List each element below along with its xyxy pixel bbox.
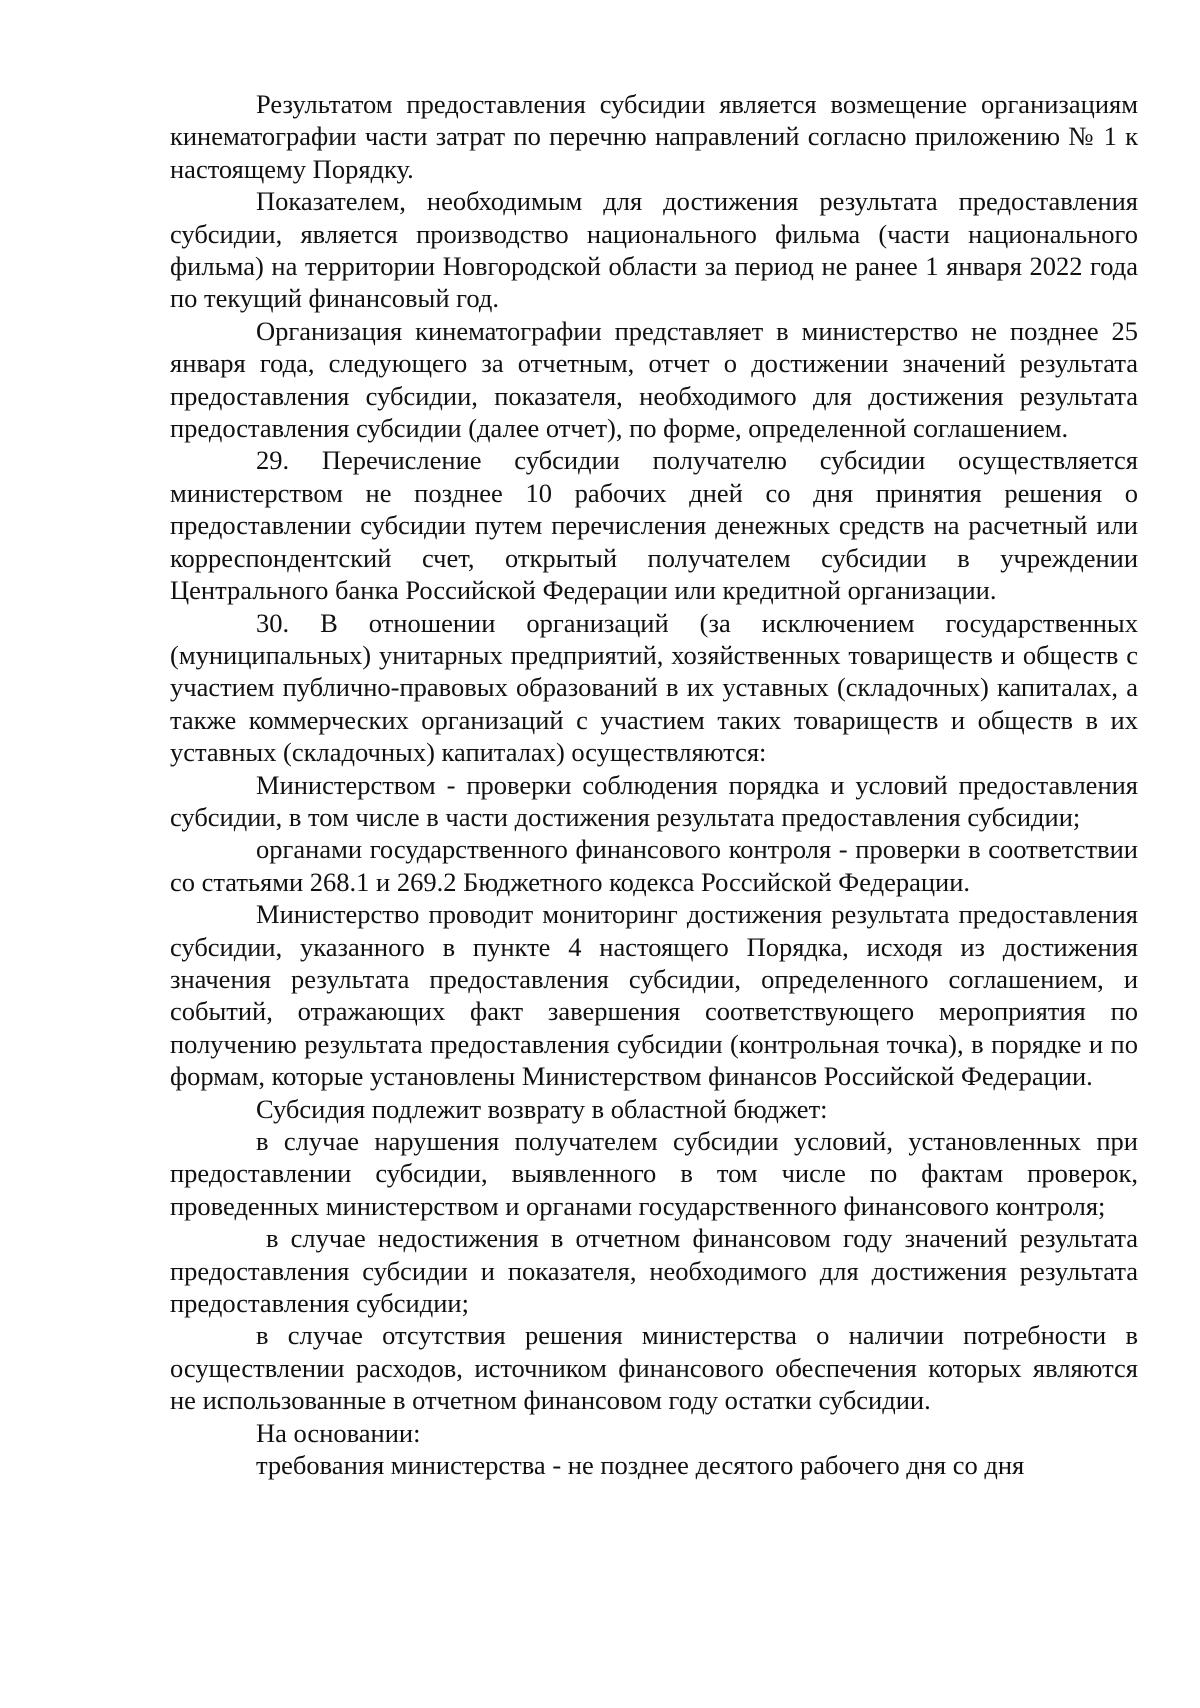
paragraph-refund-no-decision: в случае отсутствия решения министерства о наличии потребности в осуществлении расходов, источником финансового обеспечения которых являются не использованные в отчетном финансовом году остатки субсидии. <box>170 1320 1138 1416</box>
paragraph-item-30: 30. В отношении организаций (за исключением государственных (муниципальных) унитарных предприятий, хозяйственных товариществ и обществ с участием публично-правовых образований в их уставных (складочных) капиталах, а также коммерческих организаций с участием таких товариществ и обществ в их уставных (складочных) капиталах) осуществляются: <box>170 607 1138 768</box>
paragraph-item-29: 29. Перечисление субсидии получателю субсидии осуществляется министерством не позднее 10 рабочих дней со дня принятия решения о предоставлении субсидии путем перечисления денежных средств на расчетный или корреспондентский счет, открытый получателем субсидии в учреждении Центрального банка Российской Федерации или кредитной организации. <box>170 445 1138 606</box>
paragraph-refund-violation: в случае нарушения получателем субсидии условий, установленных при предоставлении субсидии, выявленного в том числе по фактам проверок, проведенных министерством и органами государственного финансового контроля; <box>170 1126 1138 1221</box>
paragraph-ministry-checks: Министерством - проверки соблюдения порядка и условий предоставления субсидии, в том числе в части достижения результата предоставления субсидии; <box>170 769 1138 832</box>
paragraph-report: Организация кинематографии представляет в министерство не позднее 25 января года, следующего за отчетным, отчет о достижении значений результата предоставления субсидии, показателя, необходимого для достижения результата предоставления субсидии (далее отчет), по форме, определенной соглашением. <box>170 315 1138 444</box>
paragraph-indicator: Показателем, необходимым для достижения результата предоставления субсидии, является производство национального фильма (части национального фильма) на территории Новгородской области за период не ранее 1 января 2022 года по текущий финансовый год. <box>170 186 1138 314</box>
paragraph-result: Результатом предоставления субсидии является возмещение организациям кинематографии части затрат по перечню направлений согласно приложению № 1 к настоящему Порядку. <box>170 89 1138 184</box>
paragraph-monitoring: Министерство проводит мониторинг достижения результата предоставления субсидии, указанного в пункте 4 настоящего Порядка, исходя из достижения значения результата предоставления субсидии, определенного соглашением, и событий, отражающих факт завершения соответствующего мероприятия по получению результата предоставления субсидии (контрольная точка), в порядке и по формам, которые установлены Министерством финансов Российской Федерации. <box>170 899 1138 1092</box>
paragraph-basis-heading: На основании: <box>256 1417 421 1448</box>
document-page <box>170 88 1138 1481</box>
paragraph-basis-requirement: требования министерства - не позднее десятого рабочего дня со дня <box>256 1450 1025 1481</box>
paragraph-refund-underachievement: в случае недостижения в отчетном финансовом году значений результата предоставления субсидии и показателя, необходимого для достижения результата предоставления субсидии; <box>170 1223 1138 1319</box>
paragraph-refund-heading: Субсидия подлежит возврату в областной бюджет: <box>256 1093 828 1124</box>
paragraph-financial-control: органами государственного финансового контроля - проверки в соответствии со статьями 268.1 и 269.2 Бюджетного кодекса Российской Федерации. <box>170 834 1138 897</box>
